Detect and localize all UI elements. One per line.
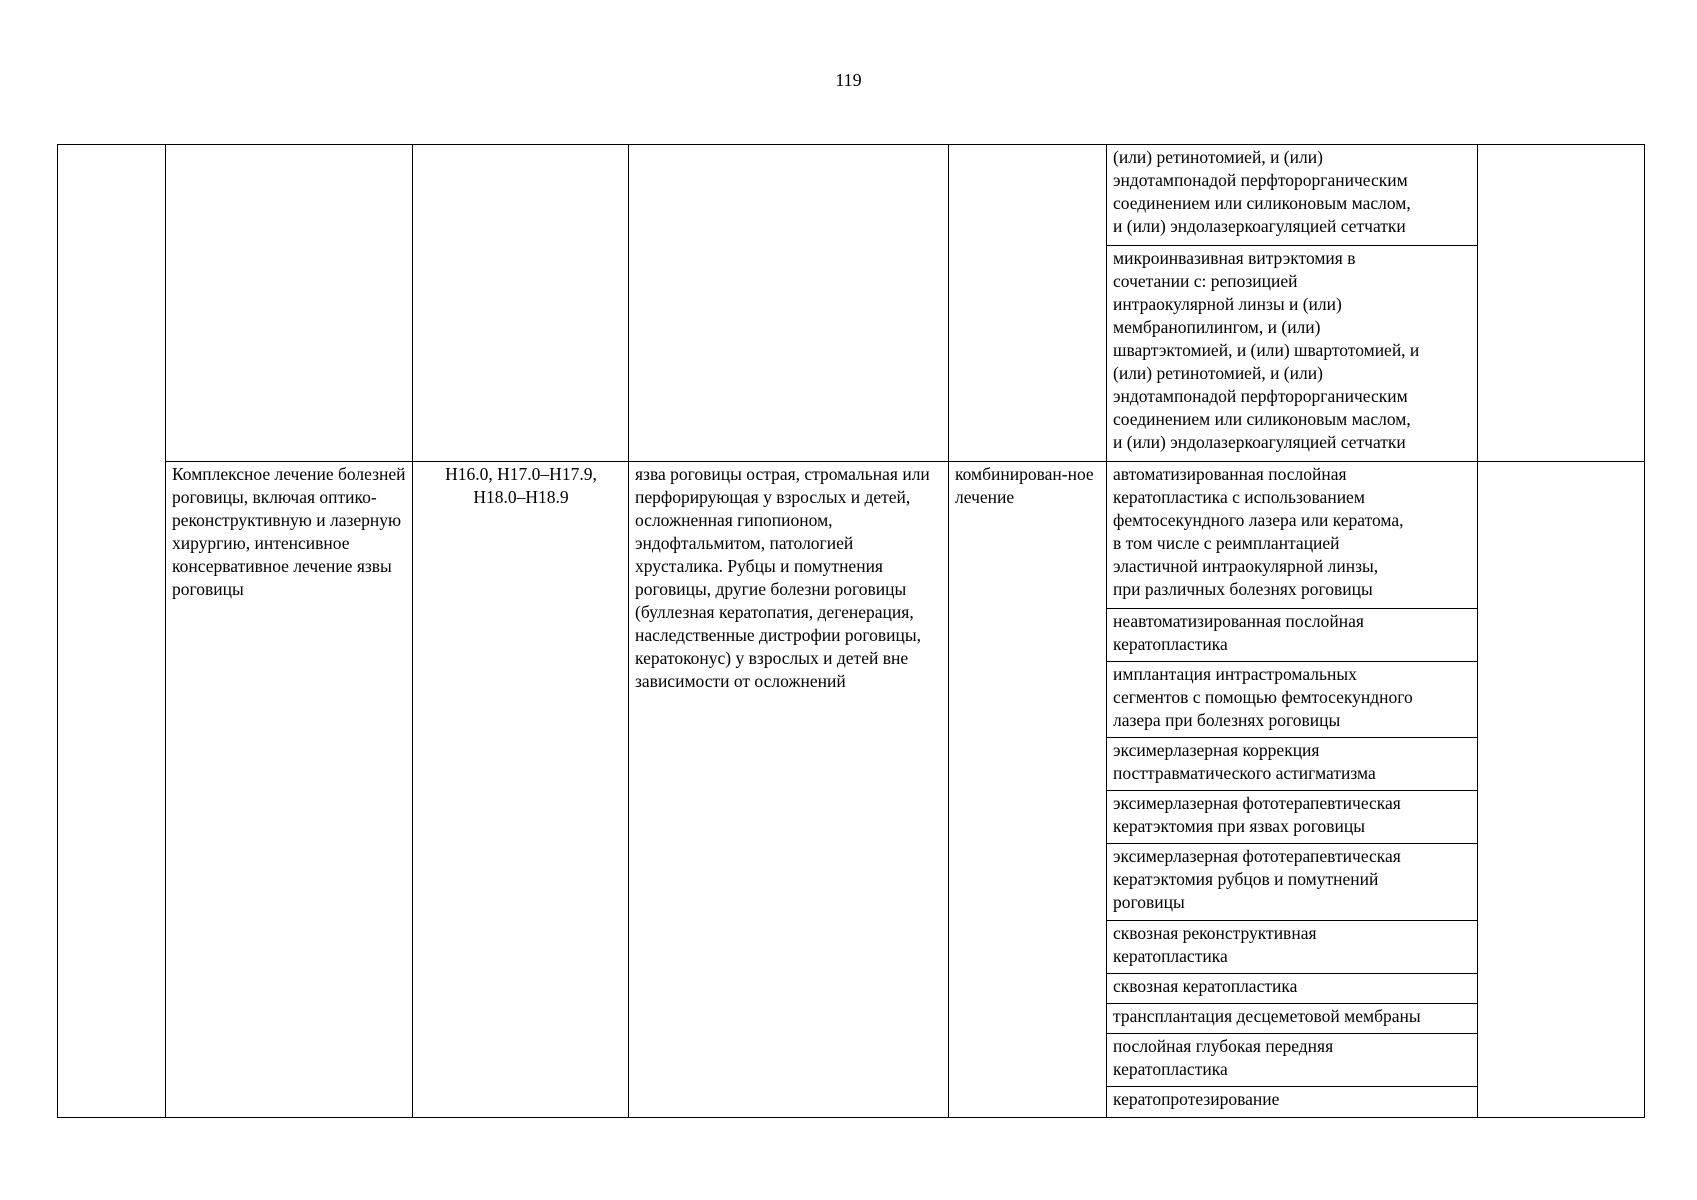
method-cell: трансплантация десцеметовой мембраны — [1107, 1004, 1478, 1034]
method-cell: имплантация интрастромальных сегментов с помощью фемтосекундного лазера при болезнях роговицы — [1107, 662, 1478, 738]
treatment-type-cell: комбинирован-ное лечение — [949, 462, 1107, 1118]
method-cell: кератопротезирование — [1107, 1087, 1478, 1118]
method-cell: сквозная кератопластика — [1107, 974, 1478, 1004]
patient-model-cell: язва роговицы острая, стромальная или перфорирующая у взрослых и детей, осложненная гипопионом, эндофтальмитом, патологией хрусталика. Рубцы и помутнения роговицы, другие болезни роговицы (буллезная кератопатия, дегенерация, наследственные дистрофии роговицы, кератоконус) у взрослых и детей вне зависимости от осложнений — [629, 462, 949, 1118]
method-cell: эксимерлазерная коррекция посттравматического астигматизма — [1107, 738, 1478, 791]
method-cell: автоматизированная послойная кератопластика с использованием фемтосекундного лазера или кератома, в том числе с реимплантацией эластичной интраокулярной линзы, при различных болезнях роговицы — [1107, 462, 1478, 609]
method-cell: микроинвазивная витрэктомия в сочетании с: репозицией интраокулярной линзы и (или) мембранопилингом, и (или) швартэктомией, и (или) швартотомией, и (или) ретинотомией, и (или) эндотампонадой перфторорганическим соединением или силиконовым маслом, и (или) эндолазеркоагуляцией сетчатки — [1107, 246, 1478, 462]
empty-cell — [1478, 462, 1645, 1118]
method-cell: сквозная реконструктивная кератопластика — [1107, 921, 1478, 974]
method-cell: эксимерлазерная фототерапевтическая кератэктомия рубцов и помутнений роговицы — [1107, 844, 1478, 921]
method-cell: послойная глубокая передняя кератопластика — [1107, 1034, 1478, 1087]
diagnosis-code-cell: H16.0, H17.0–H17.9, H18.0–H18.9 — [413, 462, 629, 1118]
empty-cell — [413, 145, 629, 462]
empty-cell — [166, 145, 413, 462]
empty-cell — [949, 145, 1107, 462]
table-row — [58, 145, 1645, 246]
empty-cell — [629, 145, 949, 462]
empty-cell — [1478, 145, 1645, 462]
table-row — [58, 462, 1645, 609]
group-name-cell: Комплексное лечение болезней роговицы, включая оптико-реконструктивную и лазерную хирургию, интенсивное консервативное лечение язвы роговицы — [166, 462, 413, 1118]
method-cell: (или) ретинотомией, и (или) эндотампонадой перфторорганическим соединением или силиконовым маслом, и (или) эндолазеркоагуляцией сетчатки — [1107, 145, 1478, 246]
row-number-cell — [58, 145, 166, 1118]
services-table — [57, 144, 1645, 1118]
method-cell: эксимерлазерная фототерапевтическая кератэктомия при язвах роговицы — [1107, 791, 1478, 844]
method-cell: неавтоматизированная послойная кератопластика — [1107, 609, 1478, 662]
page-number: 119 — [835, 70, 862, 90]
